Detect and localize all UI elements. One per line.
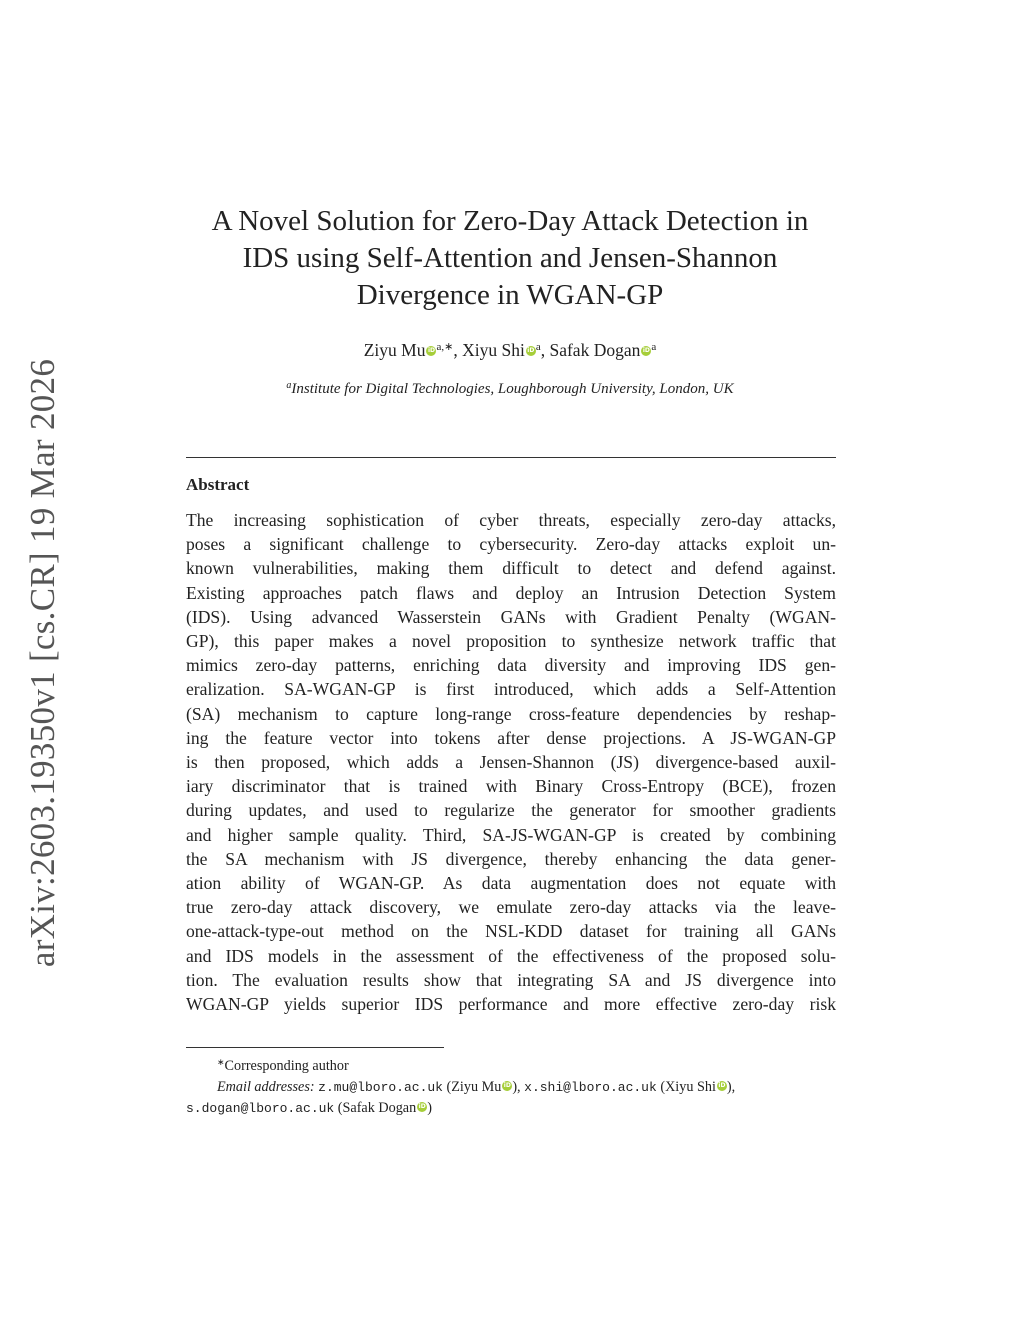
abstract-line: the SA mechanism with JS divergence, thereby enhancing the data gener-	[186, 848, 836, 869]
abstract-line: and higher sample quality. Third, SA-JS-WGAN-GP is created by combining	[186, 824, 836, 845]
email-line: s.dogan@lboro.ac.uk (Safak Dogan iD)	[186, 1100, 432, 1116]
abstract-line: and IDS models in the assessment of the effectiveness of the proposed solu-	[186, 945, 836, 966]
abstract-line: mimics zero-day patterns, enriching data diversity and improving IDS gen-	[186, 655, 836, 676]
abstract-heading: Abstract	[186, 475, 250, 494]
email-label: Email addresses:	[217, 1079, 315, 1095]
title-line: Divergence in WGAN-GP	[356, 279, 664, 311]
corresponding-mark: ∗	[217, 1057, 225, 1067]
paper-title	[150, 203, 870, 314]
author-name: Safak Dogan	[549, 340, 641, 360]
orcid-icon[interactable]: iD	[642, 347, 650, 354]
orcid-icon[interactable]: iD	[427, 347, 435, 354]
email-link[interactable]: z.mu@lboro.ac.uk	[318, 1080, 443, 1095]
orcid-icon[interactable]: iD	[503, 1082, 511, 1089]
abstract-line: poses a significant challenge to cybersecurity. Zero-day attacks exploit un-	[186, 534, 836, 555]
abstract-line: The increasing sophistication of cyber threats, especially zero-day attacks,	[186, 510, 836, 530]
abstract-line: during updates, and used to regularize the generator for smoother gradients	[186, 800, 836, 821]
footnotes	[186, 1052, 836, 1119]
footnote-rule	[186, 1047, 444, 1048]
orcid-icon[interactable]: iD	[718, 1082, 726, 1089]
abstract-line: known vulnerabilities, making them difficult to detect and defend against.	[186, 558, 836, 579]
author-name: Ziyu Mu	[363, 340, 426, 360]
affiliation-mark: a	[286, 380, 292, 391]
author-separator: ,	[540, 340, 550, 360]
abstract-top-rule	[186, 457, 836, 458]
abstract-line: is then proposed, which adds a Jensen-Shannon (JS) divergence-based auxil-	[186, 752, 836, 773]
author-affiliation	[150, 380, 870, 398]
abstract-line: (IDS). Using advanced Wasserstein GANs with Gradient Penalty (WGAN-	[186, 606, 836, 627]
email-owner: Ziyu Mu	[451, 1079, 502, 1095]
abstract-line: ing the feature vector into tokens after dense projections. A JS-WGAN-GP	[186, 727, 836, 748]
email-owner: Safak Dogan	[342, 1100, 417, 1116]
abstract-line: iary discriminator that is trained with Binary Cross-Entropy (BCE), frozen	[186, 776, 836, 797]
corresponding-author-note	[186, 1052, 836, 1077]
orcid-icon[interactable]: iD	[418, 1103, 426, 1110]
author-affiliation-mark: a	[651, 341, 657, 353]
author-list	[150, 340, 870, 361]
author-name: Xiyu Shi	[462, 340, 525, 360]
email-owner: Xiyu Shi	[665, 1079, 716, 1095]
abstract-line: (SA) mechanism to capture long-range cross-feature dependencies by reshap-	[186, 703, 836, 724]
author-separator: ,	[453, 340, 463, 360]
email-line: Email addresses: z.mu@lboro.ac.uk (Ziyu Mu iD), x.shi@lboro.ac.uk (Xiyu Shi iD),	[217, 1079, 736, 1095]
title-line: A Novel Solution for Zero-Day Attack Detection in	[211, 205, 809, 237]
abstract-line: tion. The evaluation results show that integrating SA and JS divergence into	[186, 969, 836, 990]
corresponding-author-text: Corresponding author	[224, 1058, 349, 1074]
abstract-line: WGAN-GP yields superior IDS performance and more effective zero-day risk	[186, 994, 836, 1015]
arxiv-identifier-text: arXiv:2603.19350v1 [cs.CR] 19 Mar 2026	[23, 358, 62, 968]
arxiv-identifier-stamp	[23, 358, 63, 968]
abstract-line: ation ability of WGAN-GP. As data augmentation does not equate with	[186, 873, 836, 894]
abstract-body	[186, 508, 836, 1016]
title-line: IDS using Self-Attention and Jensen-Shannon	[242, 242, 778, 274]
abstract-line: Existing approaches patch flaws and deploy an Intrusion Detection System	[186, 582, 836, 603]
abstract-line: eralization. SA-WGAN-GP is first introduced, which adds a Self-Attention	[186, 679, 836, 700]
affiliation-text: Institute for Digital Technologies, Loughborough University, London, UK	[291, 381, 734, 397]
author-affiliation-mark: a,∗	[436, 341, 454, 353]
abstract-line: true zero-day attack discovery, we emulate zero-day attacks via the leave-	[186, 897, 836, 918]
email-link[interactable]: s.dogan@lboro.ac.uk	[186, 1101, 335, 1116]
abstract-line: one-attack-type-out method on the NSL-KDD dataset for training all GANs	[186, 921, 836, 942]
email-link[interactable]: x.shi@lboro.ac.uk	[524, 1080, 657, 1095]
abstract-line: GP), this paper makes a novel proposition to synthesize network traffic that	[186, 631, 836, 652]
orcid-icon[interactable]: iD	[527, 347, 535, 354]
author-affiliation-mark: a	[535, 341, 541, 353]
